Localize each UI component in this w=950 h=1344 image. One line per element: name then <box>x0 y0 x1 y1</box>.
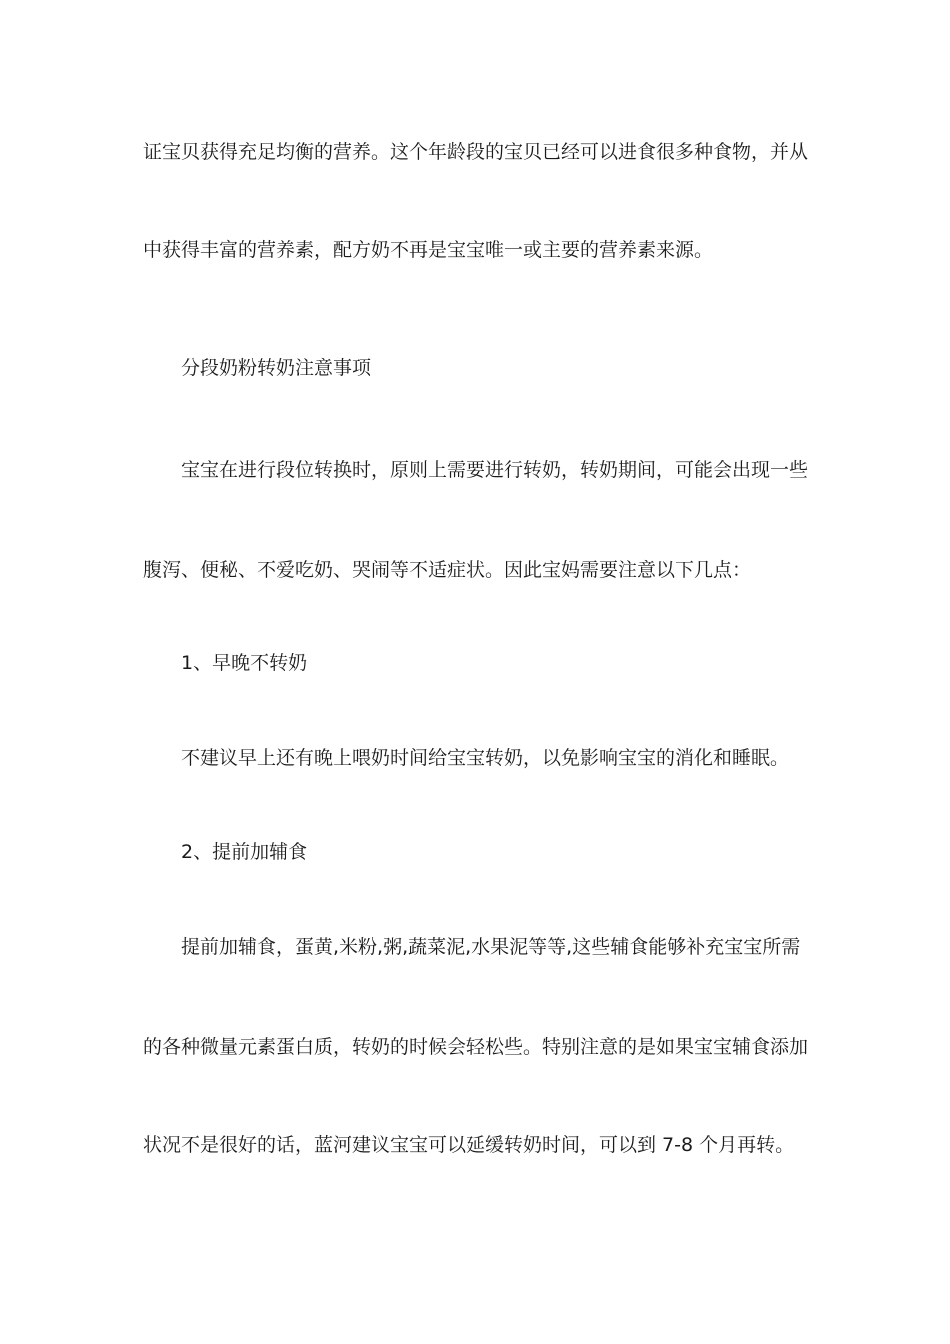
list-item-heading: 1、早晚不转奶 <box>181 652 308 674</box>
paragraph-line: 状况不是很好的话，蓝河建议宝宝可以延缓转奶时间，可以到 7-8 个月再转。 <box>143 1134 795 1156</box>
list-item-heading: 2、提前加辅食 <box>181 841 308 863</box>
paragraph-line: 腹泻、便秘、不爱吃奶、哭闹等不适症状。因此宝妈需要注意以下几点： <box>143 559 752 581</box>
section-heading: 分段奶粉转奶注意事项 <box>181 357 372 379</box>
paragraph-line: 不建议早上还有晚上喂奶时间给宝宝转奶，以免影响宝宝的消化和睡眠。 <box>181 747 790 769</box>
paragraph-line: 提前加辅食，蛋黄,米粉,粥,蔬菜泥,水果泥等等,这些辅食能够补充宝宝所需 <box>181 936 801 958</box>
paragraph-line: 中获得丰富的营养素，配方奶不再是宝宝唯一或主要的营养素来源。 <box>143 239 714 261</box>
paragraph-line: 证宝贝获得充足均衡的营养。这个年龄段的宝贝已经可以进食很多种食物，并从 <box>143 141 809 163</box>
paragraph-line: 的各种微量元素蛋白质，转奶的时候会轻松些。特别注意的是如果宝宝辅食添加 <box>143 1036 809 1058</box>
paragraph-line: 宝宝在进行段位转换时，原则上需要进行转奶，转奶期间，可能会出现一些 <box>181 459 809 481</box>
